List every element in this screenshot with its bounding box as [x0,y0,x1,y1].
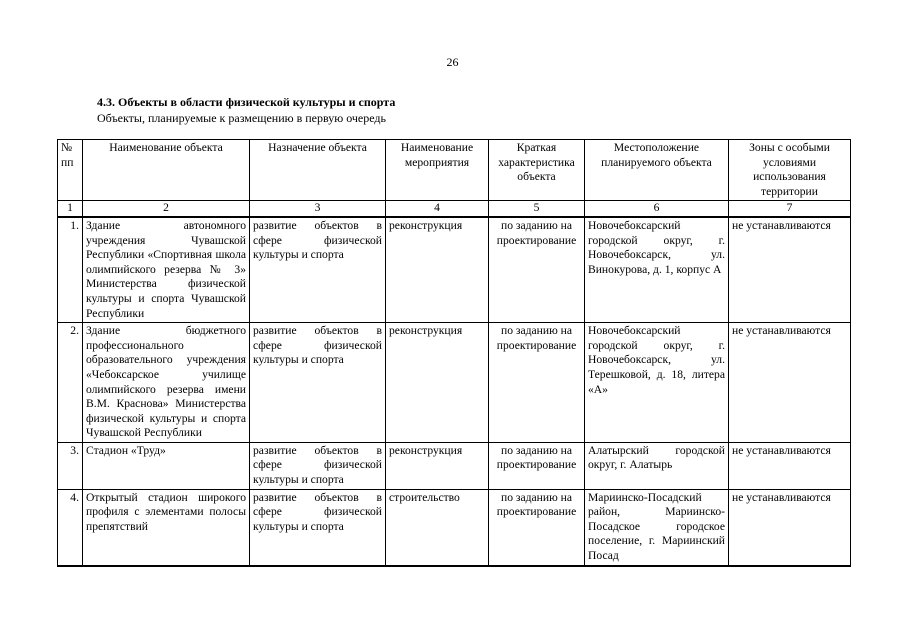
object-measure: реконструкция [386,217,489,323]
object-measure: реконструкция [386,442,489,489]
column-number: 2 [83,201,250,217]
object-zones: не устанавливаются [729,489,851,565]
object-characteristic: по заданию на проектирование [489,323,585,443]
table-header-row [58,140,851,201]
column-number: 3 [250,201,386,217]
object-location: Алатырский городской округ, г. Алатырь [585,442,729,489]
object-name: Здание бюджетного профессионального образовательного учреждения «Чебоксарское училище олимпийского резерва имени В.М. Краснова» Министерства физической культуры и спорта Чувашской Республики [83,323,250,443]
section-title: 4.3. Объекты в области физической культуры и спорта [97,95,396,109]
header-cell-num: № пп [58,140,83,201]
table-row [58,442,851,489]
object-purpose: развитие объектов в сфере физической культуры и спорта [250,489,386,565]
object-characteristic: по заданию на проектирование [489,217,585,323]
column-number: 1 [58,201,83,217]
object-measure: реконструкция [386,323,489,443]
row-number: 3. [58,442,83,489]
object-purpose: развитие объектов в сфере физической культуры и спорта [250,217,386,323]
header-cell-name: Наименование объекта [83,140,250,201]
table-row [58,323,851,443]
object-name: Стадион «Труд» [83,442,250,489]
sports-objects-table [57,139,851,567]
object-purpose: развитие объектов в сфере физической культуры и спорта [250,323,386,443]
table-row [58,217,851,323]
column-number: 4 [386,201,489,217]
column-number: 7 [729,201,851,217]
table-row [58,489,851,565]
section-subtitle: Объекты, планируемые к размещению в первую очередь [97,111,387,125]
object-measure: строительство [386,489,489,565]
header-cell-zones: Зоны с особыми условиями использования территории [729,140,851,201]
object-zones: не устанавливаются [729,442,851,489]
header-cell-location: Местоположение планируемого объекта [585,140,729,201]
column-number: 5 [489,201,585,217]
row-number: 1. [58,217,83,323]
header-cell-characteristic: Краткая характеристика объекта [489,140,585,201]
object-zones: не устанавливаются [729,323,851,443]
object-location: Новочебоксарский городской округ, г. Новочебоксарск, ул. Терешковой, д. 18, литера «А» [585,323,729,443]
object-location: Мариинско-Посадский район, Мариинско-Посадское городское поселение, г. Мариинский Посад [585,489,729,565]
page-number: 26 [446,55,459,69]
object-name: Здание автономного учреждения Чувашской Республики «Спортивная школа олимпийского резерва № 3» Министерства физической культуры и спорта Чувашской Республики [83,217,250,323]
header-cell-purpose: Назначение объекта [250,140,386,201]
row-number: 2. [58,323,83,443]
object-characteristic: по заданию на проектирование [489,442,585,489]
column-number: 6 [585,201,729,217]
object-location: Новочебоксарский городской округ, г. Новочебоксарск, ул. Винокурова, д. 1, корпус А [585,217,729,323]
object-characteristic: по заданию на проектирование [489,489,585,565]
row-number: 4. [58,489,83,565]
header-cell-measure: Наименование мероприятия [386,140,489,201]
object-name: Открытый стадион широкого профиля с элементами полосы препятствий [83,489,250,565]
column-number-row [58,201,851,217]
object-zones: не устанавливаются [729,217,851,323]
object-purpose: развитие объектов в сфере физической культуры и спорта [250,442,386,489]
